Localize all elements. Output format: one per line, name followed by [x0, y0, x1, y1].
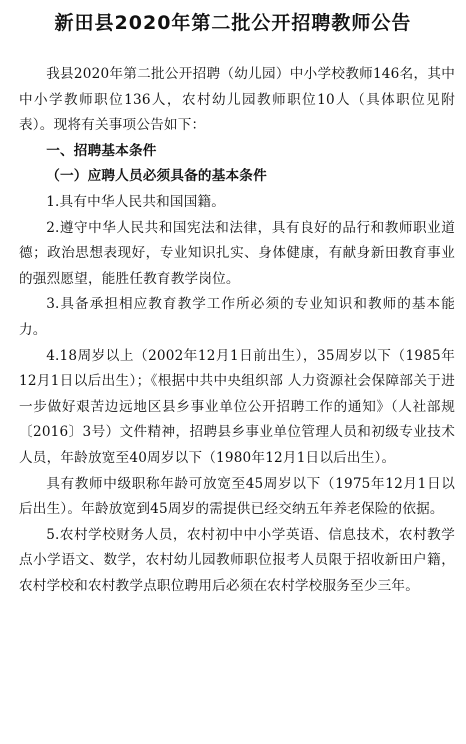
condition-item-4-note: 具有教师中级职称年龄可放宽至45周岁以下（1975年12月1日以后出生）。年龄放宽到45周岁的需提供已经交纳五年养老保险的依据。: [19, 475, 455, 518]
section-heading: 一、招聘基本条件: [46, 142, 157, 159]
document-body: [19, 62, 455, 599]
condition-item-1: 1.具有中华人民共和国国籍。: [46, 193, 226, 210]
subsection-heading: （一）应聘人员必须具备的基本条件: [46, 168, 267, 185]
condition-item-2: 2.遵守中华人民共和国宪法和法律，具有良好的品行和教师职业道德；政治思想表现好，专业知识扎实、身体健康，有献身新田教育事业的强烈愿望，能胜任教育教学岗位。: [19, 219, 455, 287]
condition-item-5: 5.农村学校财务人员，农村初中中小学英语、信息技术，农村教学点小学语文、数学，农村幼儿园教师职位报考人员限于招收新田户籍，农村学校和农村教学点职位聘用后必须在农村学校服务至少三年。: [19, 526, 455, 594]
intro-paragraph: 我县2020年第二批公开招聘（幼儿园）中小学校教师146名，其中中小学教师职位136人，农村幼儿园教师职位10人（具体职位见附表）。现将有关事项公告如下：: [19, 66, 455, 134]
document-title: 新田县2020年第二批公开招聘教师公告: [54, 12, 412, 34]
condition-item-4: 4.18周岁以上（2002年12月1日前出生），35周岁以下（1985年12月1日以后出生）；《根据中共中央组织部 人力资源社会保障部关于进一步做好艰苦边远地区县乡事业单位公开招聘工作的通知》（人社部规〔2016〕3号）文件精神，招聘县乡事业单位管理人员和初级专业技术人员，年龄放宽至40周岁以下（1980年12月1日以后出生）。: [19, 347, 455, 466]
condition-item-3: 3.具备承担相应教育教学工作所必须的专业知识和教师的基本能力。: [19, 296, 455, 338]
